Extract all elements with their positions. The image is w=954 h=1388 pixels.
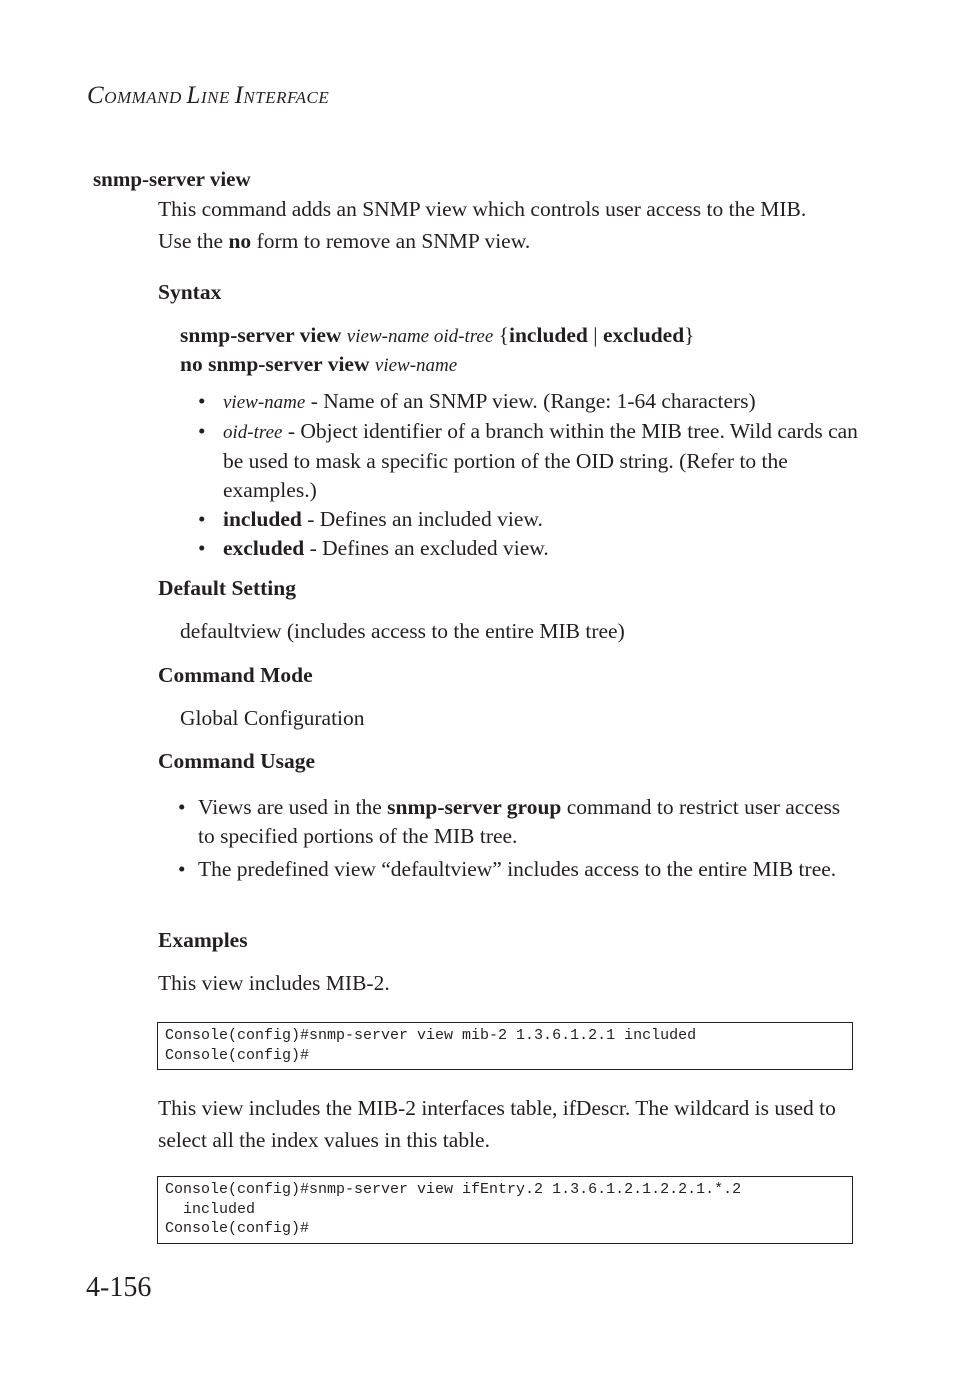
command-mode-heading: Command Mode [158, 663, 313, 687]
command-usage-heading: Command Usage [158, 749, 316, 773]
param-excluded: • excluded - Defines an excluded view. [198, 536, 549, 560]
code-block-1: Console(config)#snmp-server view mib-2 1.3.6.1.2.1 included Console(config)# [157, 1022, 853, 1070]
param-included: • included - Defines an included view. [198, 507, 543, 531]
param-oid-tree: • oid-tree - Object identifier of a branch within the MIB tree. Wild cards can be used to mask a specific portion of the OID string. (Refer to the examples.) [198, 419, 858, 502]
command-description: This command adds an SNMP view which controls user access to the MIB. Use the no form to remove an SNMP view. [158, 197, 807, 253]
example-intro-2: This view includes the MIB-2 interfaces table, ifDescr. The wildcard is used to select all the index values in this table. [158, 1096, 836, 1152]
page-number: 4-156 [86, 1272, 152, 1303]
syntax-heading: Syntax [158, 280, 222, 304]
code-block-2: Console(config)#snmp-server view ifEntry.2 1.3.6.1.2.1.2.2.1.*.2 included Console(config)# [157, 1176, 853, 1244]
command-mode-text: Global Configuration [180, 706, 365, 730]
example-intro-1: This view includes MIB-2. [158, 971, 390, 995]
usage-item: • Views are used in the snmp-server group command to restrict user access to specified portions of the MIB tree. [178, 795, 841, 848]
default-setting-text: defaultview (includes access to the entire MIB tree) [180, 619, 625, 643]
param-view-name: • view-name - Name of an SNMP view. (Range: 1-64 characters) [198, 389, 756, 413]
examples-heading: Examples [158, 928, 248, 952]
default-setting-heading: Default Setting [158, 576, 296, 600]
parameter-list [198, 387, 858, 563]
command-title: snmp-server view [93, 167, 251, 191]
syntax-line-1: snmp-server view view-name oid-tree {included | excluded} [180, 323, 695, 347]
running-header: COMMAND LINE INTERFACE [87, 82, 330, 109]
syntax-line-2: no snmp-server view view-name [180, 352, 458, 376]
command-usage-list [178, 793, 848, 888]
usage-item: • The predefined view “defaultview” includes access to the entire MIB tree. [178, 857, 837, 881]
